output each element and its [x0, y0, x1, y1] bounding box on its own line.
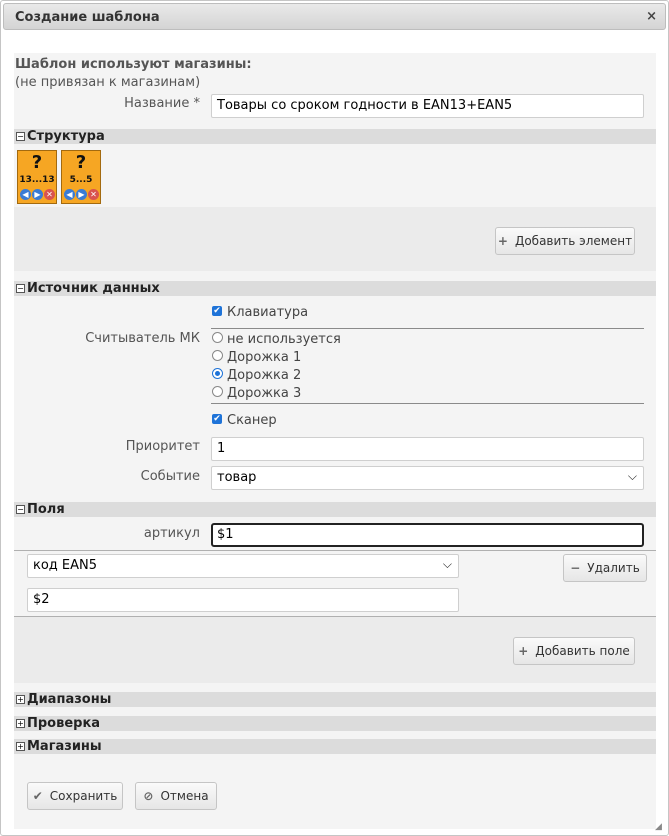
section-fields-header[interactable] [14, 502, 656, 517]
section-structure-title: Структура [27, 129, 105, 144]
section-check-title: Проверка [27, 716, 101, 731]
scanner-checkbox[interactable]: ✔ [213, 414, 221, 424]
shops-heading: Шаблон используют магазины: [15, 57, 252, 72]
keyboard-checkbox[interactable]: ✔ [213, 306, 221, 316]
section-shops-header[interactable] [14, 739, 656, 754]
chevron-down-icon: ⌵ [627, 469, 637, 483]
tile-range: 5...5 [69, 175, 93, 185]
structure-element-tile[interactable] [61, 150, 101, 204]
delete-icon[interactable]: ✕ [88, 189, 99, 200]
mag-reader-label: Считыватель МК [85, 331, 200, 346]
tile-range: 13...13 [19, 175, 55, 185]
event-select-value: товар [217, 470, 257, 485]
add-element-button[interactable] [495, 227, 635, 255]
save-label: Сохранить [49, 789, 118, 803]
arrow-left-icon[interactable]: ◀ [20, 189, 31, 200]
delete-icon[interactable]: ✕ [44, 189, 55, 200]
priority-input[interactable]: 1 [211, 437, 644, 461]
event-label: Событие [140, 469, 200, 484]
mag-option-radio-selected[interactable] [212, 368, 223, 379]
unknown-type-icon: ? [31, 152, 43, 173]
dialog-title: Создание шаблона [15, 10, 160, 25]
divider [211, 403, 644, 404]
mag-option-radio[interactable] [212, 332, 223, 343]
expand-icon[interactable]: + [17, 742, 24, 751]
arrow-right-icon[interactable]: ▶ [32, 189, 43, 200]
mag-option-label: Дорожка 2 [227, 368, 302, 383]
plus-icon: + [518, 644, 529, 658]
delete-field-label: Удалить [587, 561, 640, 575]
section-data-source-title: Источник данных [27, 281, 160, 296]
arrow-right-icon[interactable]: ▶ [76, 189, 87, 200]
cancel-label: Отмена [160, 789, 209, 803]
plus-icon: + [497, 234, 508, 248]
name-input[interactable]: Товары со сроком годности в EAN13+EAN5 [211, 94, 644, 118]
close-icon[interactable]: × [646, 9, 657, 24]
section-structure-header[interactable] [14, 129, 656, 144]
check-icon: ✔ [32, 789, 43, 803]
cancel-button[interactable] [135, 782, 217, 810]
minus-icon: − [570, 561, 581, 575]
divider [14, 550, 656, 551]
collapse-icon[interactable]: − [17, 284, 24, 293]
unknown-type-icon: ? [75, 152, 87, 173]
collapse-icon[interactable]: − [17, 132, 24, 141]
mag-option-radio[interactable] [212, 350, 223, 361]
section-ranges-header[interactable] [14, 692, 656, 707]
name-label: Название * [124, 96, 200, 111]
mag-option-label: Дорожка 3 [227, 386, 302, 401]
resize-handle-icon[interactable]: ◢ [655, 822, 662, 832]
structure-tiles-area [14, 146, 656, 207]
scanner-label: Сканер [227, 413, 277, 428]
event-select[interactable] [211, 466, 644, 490]
section-shops-title: Магазины [27, 739, 102, 754]
section-fields-title: Поля [27, 502, 65, 517]
field-type-value: код EAN5 [33, 558, 98, 573]
save-button[interactable] [27, 782, 123, 810]
divider [211, 328, 644, 329]
priority-label: Приоритет [125, 439, 200, 454]
article-label: артикул [143, 526, 200, 541]
keyboard-label: Клавиатура [227, 305, 309, 320]
field-type-select[interactable] [27, 554, 459, 578]
collapse-icon[interactable]: − [17, 505, 24, 514]
chevron-down-icon: ⌵ [442, 557, 452, 571]
section-ranges-title: Диапазоны [27, 692, 112, 707]
section-data-source-header[interactable] [14, 281, 656, 296]
add-field-label: Добавить поле [535, 644, 630, 658]
dialog-titlebar[interactable] [3, 3, 666, 30]
add-field-button[interactable] [513, 637, 635, 665]
expand-icon[interactable]: + [17, 719, 24, 728]
cancel-icon: ⊘ [143, 789, 154, 803]
article-input[interactable]: $1 [211, 523, 644, 547]
expand-icon[interactable]: + [17, 695, 24, 704]
structure-element-tile[interactable] [17, 150, 57, 204]
arrow-left-icon[interactable]: ◀ [64, 189, 75, 200]
section-check-header[interactable] [14, 716, 656, 731]
mag-option-label: не используется [227, 332, 341, 347]
mag-option-label: Дорожка 1 [227, 350, 302, 365]
shops-note: (не привязан к магазинам) [15, 75, 201, 90]
mag-option-radio[interactable] [212, 386, 223, 397]
delete-field-button[interactable] [563, 554, 647, 582]
field-value-input[interactable]: $2 [27, 588, 459, 612]
add-element-label: Добавить элемент [514, 234, 633, 248]
